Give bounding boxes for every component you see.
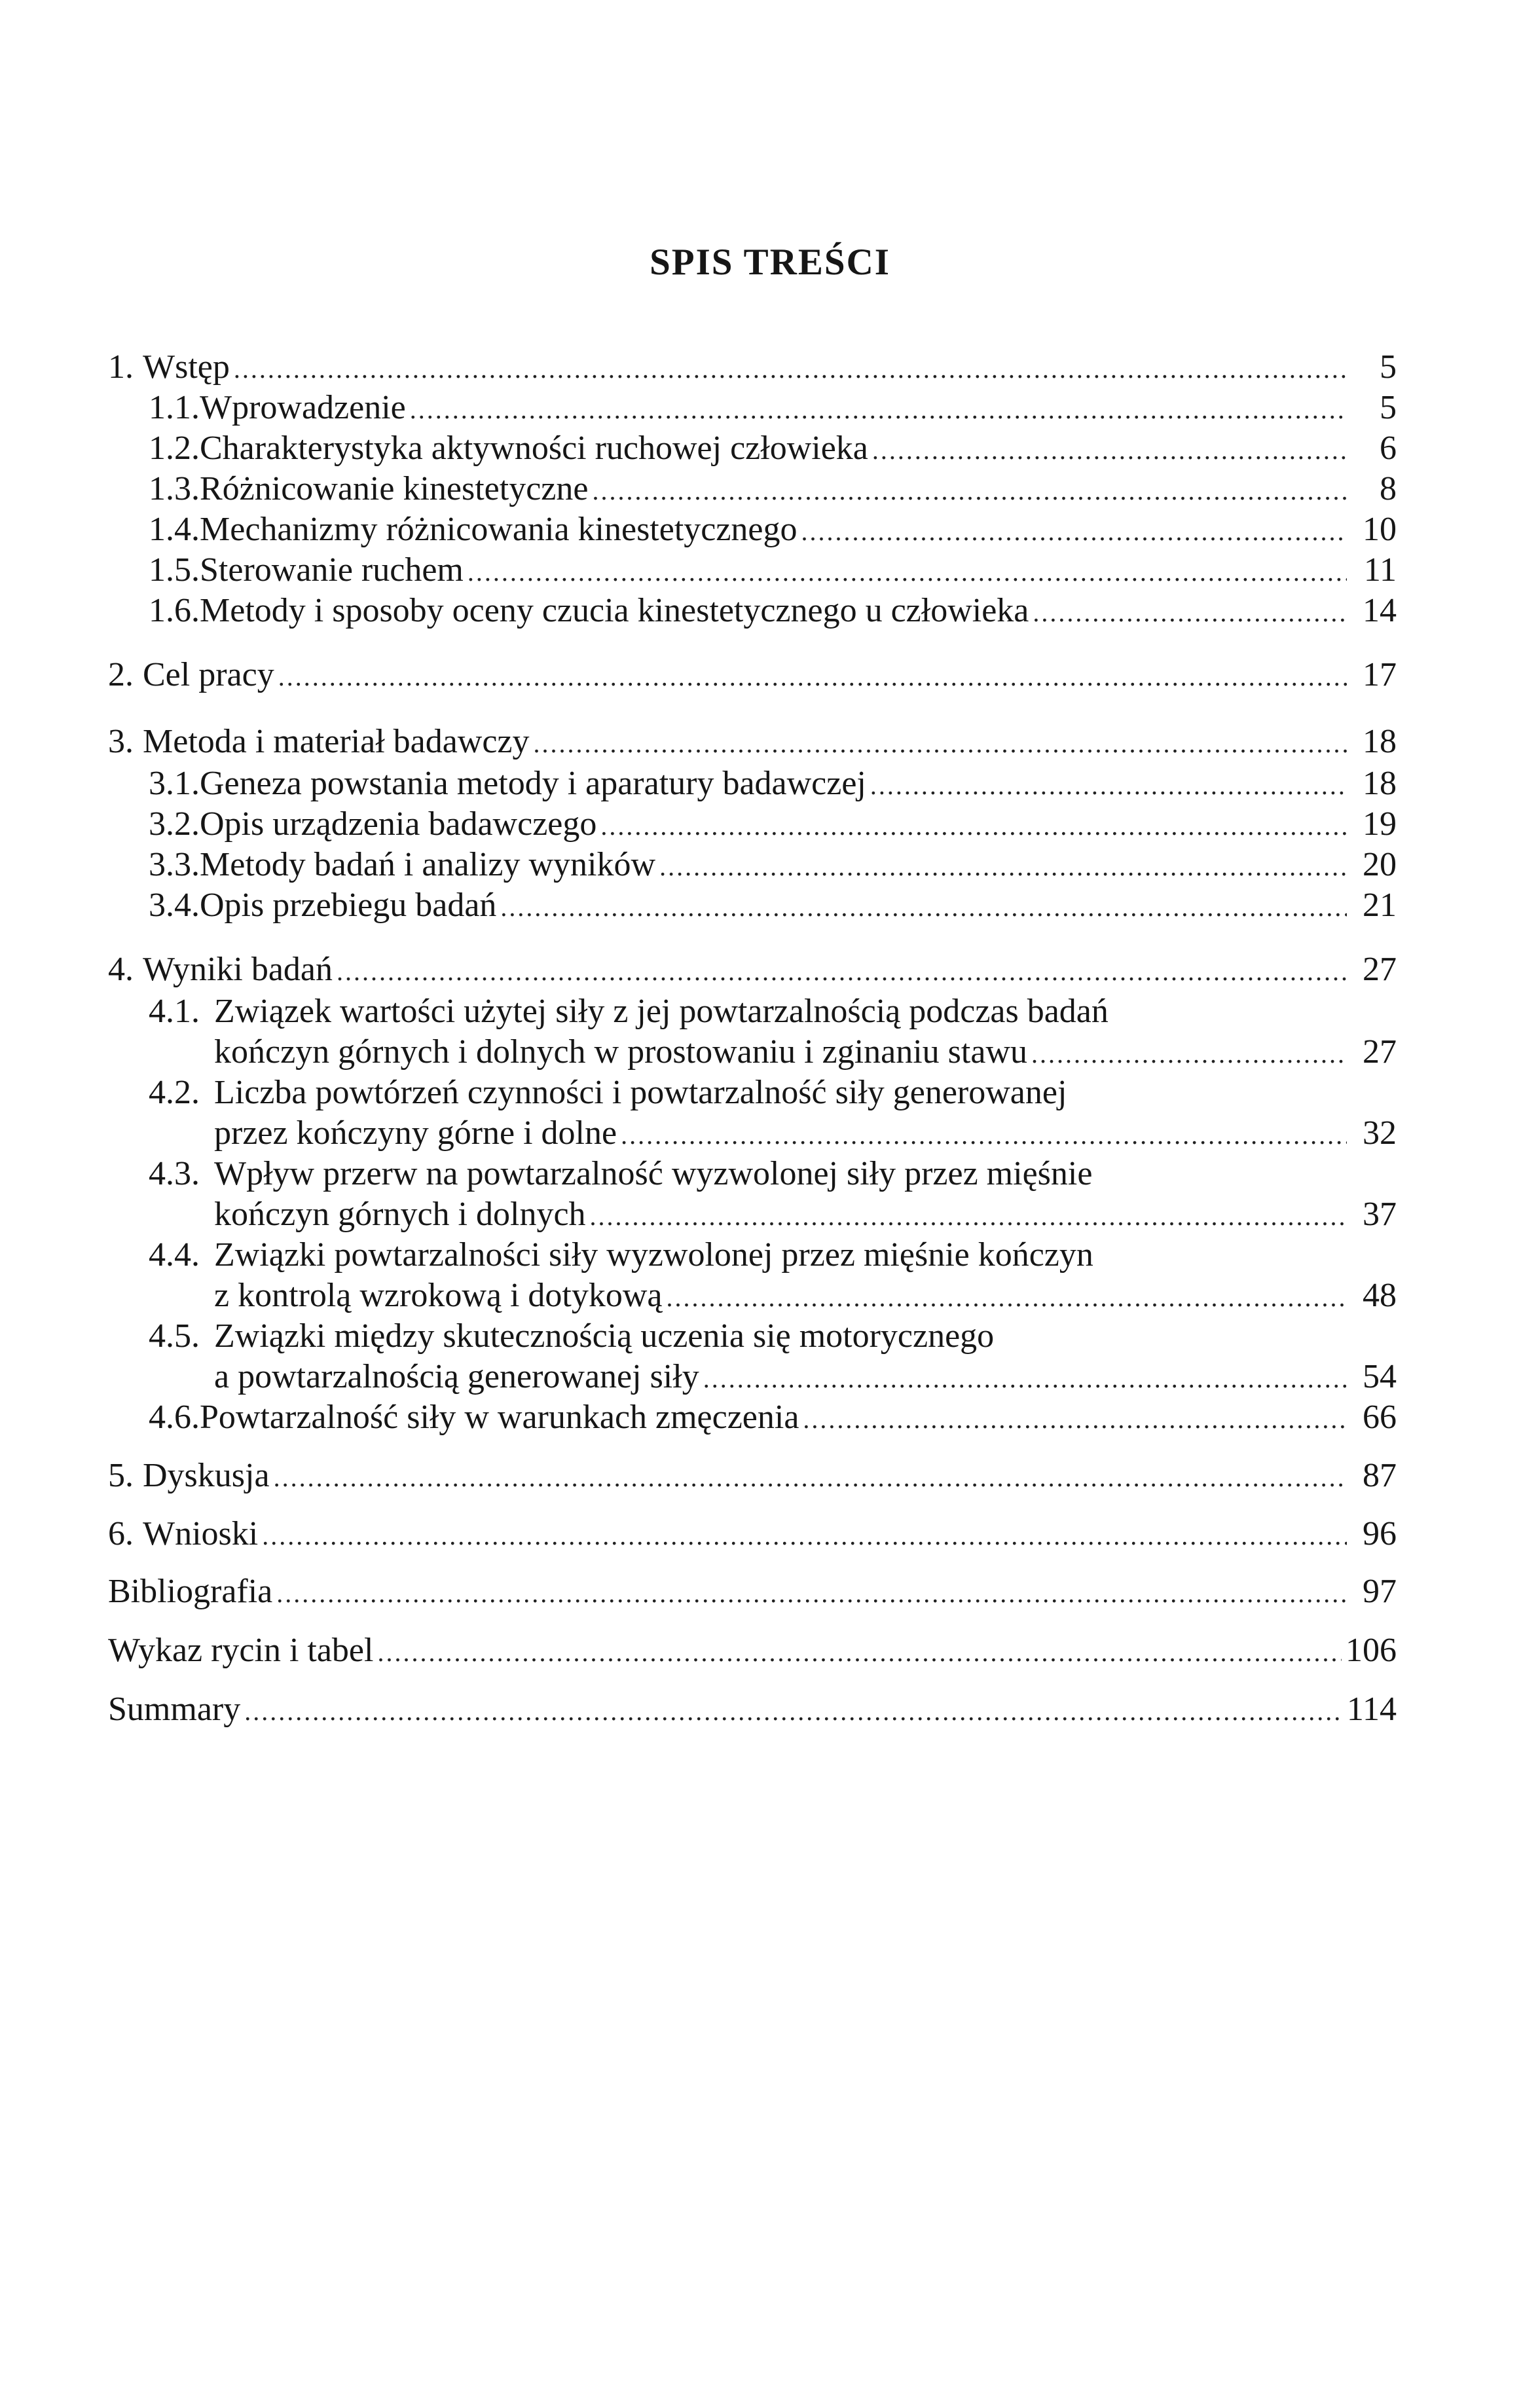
toc-entry-wykaz xyxy=(108,1630,1397,1671)
toc-number: 3.2. xyxy=(149,805,200,843)
dot-leader xyxy=(262,1514,1347,1554)
toc-label: kończyn górnych i dolnych w prostowaniu i zginaniu stawu xyxy=(214,1033,1027,1071)
toc-number: 1.6. xyxy=(149,592,200,629)
toc-label: Metoda i materiał badawczy xyxy=(143,723,530,760)
toc-number: 4.5. xyxy=(149,1317,200,1355)
toc-label: Powtarzalność siły w warunkach zmęczenia xyxy=(200,1399,799,1436)
toc-page-number: 21 xyxy=(1363,887,1397,924)
toc-label: kończyn górnych i dolnych xyxy=(214,1196,586,1233)
toc-entry-4-2-line2 xyxy=(214,1113,1397,1154)
dot-leader xyxy=(659,845,1347,885)
toc-page-number: 14 xyxy=(1363,592,1397,629)
toc-entry-4-6 xyxy=(149,1397,1397,1438)
toc-entry-3 xyxy=(108,722,1397,762)
toc-entry-6 xyxy=(108,1514,1397,1554)
toc-page-number: 114 xyxy=(1346,1691,1397,1728)
toc-entry-4-5-line1 xyxy=(149,1316,1397,1357)
toc-page-number: 17 xyxy=(1363,656,1397,693)
toc-page-number: 19 xyxy=(1363,805,1397,843)
dot-leader xyxy=(274,1456,1347,1496)
toc-entry-4-5-line2 xyxy=(214,1357,1397,1397)
toc-label: Związek wartości użytej siły z jej powtarzalnością podczas badań xyxy=(214,993,1109,1030)
toc-number: 4.3. xyxy=(149,1155,200,1192)
toc-label: przez kończyny górne i dolne xyxy=(214,1114,617,1152)
dot-leader xyxy=(870,763,1347,804)
toc-page-number: 6 xyxy=(1380,430,1397,467)
toc-number: 3. xyxy=(108,723,134,760)
toc-page-number: 54 xyxy=(1363,1358,1397,1395)
dot-leader xyxy=(592,469,1347,509)
toc-label: Summary xyxy=(108,1691,241,1728)
toc-entry-1-1 xyxy=(149,388,1397,428)
toc-number: 4.2. xyxy=(149,1074,200,1111)
dot-leader xyxy=(872,428,1347,469)
toc-number: 6. xyxy=(108,1515,134,1552)
toc-entry-4 xyxy=(108,949,1397,990)
toc-label: Dyskusja xyxy=(143,1457,270,1494)
dot-leader xyxy=(410,388,1347,428)
toc-page-number: 18 xyxy=(1363,723,1397,760)
toc-label: Różnicowanie kinestetyczne xyxy=(200,470,589,507)
toc-entry-1 xyxy=(108,347,1397,388)
toc-number: 2. xyxy=(108,656,134,693)
toc-page-number: 37 xyxy=(1363,1196,1397,1233)
dot-leader xyxy=(1031,1032,1347,1072)
toc-page-number: 66 xyxy=(1363,1399,1397,1436)
toc-entry-1-6 xyxy=(149,591,1397,631)
toc-page-number: 106 xyxy=(1346,1632,1397,1669)
toc-entry-4-2-line1 xyxy=(149,1072,1397,1113)
dot-leader xyxy=(377,1630,1342,1671)
toc-label: Cel pracy xyxy=(143,656,274,693)
toc-number: 5. xyxy=(108,1457,134,1494)
toc-number: 1.5. xyxy=(149,551,200,589)
toc-label: Opis urządzenia badawczego xyxy=(200,805,597,843)
dot-leader xyxy=(703,1357,1347,1397)
dot-leader xyxy=(276,1571,1347,1612)
toc-page-number: 10 xyxy=(1363,511,1397,548)
toc-page-number: 11 xyxy=(1363,551,1397,589)
toc-entry-1-3 xyxy=(149,469,1397,509)
toc-entry-summary xyxy=(108,1689,1397,1730)
toc-label: Wprowadzenie xyxy=(200,389,406,426)
dot-leader xyxy=(1033,591,1347,631)
toc-page-number: 96 xyxy=(1363,1515,1397,1552)
dot-leader xyxy=(803,1397,1347,1438)
toc-page-number: 18 xyxy=(1363,765,1397,802)
toc-entry-4-4-line1 xyxy=(149,1235,1397,1275)
toc-label: Związki powtarzalności siły wyzwolonej przez mięśnie kończyn xyxy=(214,1236,1093,1274)
toc-label: Wstęp xyxy=(143,348,230,386)
toc-number: 1.4. xyxy=(149,511,200,548)
dot-leader xyxy=(534,722,1347,762)
dot-leader xyxy=(278,655,1347,695)
toc-entry-5 xyxy=(108,1456,1397,1496)
toc-label: a powtarzalnością generowanej siły xyxy=(214,1358,699,1395)
toc-number: 1. xyxy=(108,348,134,386)
toc-label: z kontrolą wzrokową i dotykową xyxy=(214,1277,663,1314)
toc-entry-bibliografia xyxy=(108,1571,1397,1612)
dot-leader xyxy=(621,1113,1347,1154)
toc-entry-4-3-line2 xyxy=(214,1194,1397,1235)
toc-entry-3-3 xyxy=(149,845,1397,885)
toc-label: Opis przebiegu badań xyxy=(200,887,497,924)
toc-page-number: 97 xyxy=(1363,1573,1397,1610)
toc-entry-1-2 xyxy=(149,428,1397,469)
toc-label: Liczba powtórzeń czynności i powtarzalność siły generowanej xyxy=(214,1074,1067,1111)
toc-page-number: 5 xyxy=(1380,389,1397,426)
toc-number: 4. xyxy=(108,951,134,988)
toc-entry-3-4 xyxy=(149,885,1397,926)
toc-label: Metody i sposoby oceny czucia kinestetycznego u człowieka xyxy=(200,592,1029,629)
dot-leader xyxy=(244,1689,1343,1730)
toc-entry-1-4 xyxy=(149,509,1397,550)
toc-label: Charakterystyka aktywności ruchowej człowieka xyxy=(200,430,868,467)
toc-label: Sterowanie ruchem xyxy=(200,551,464,589)
toc-page-number: 27 xyxy=(1363,951,1397,988)
toc-page-number: 8 xyxy=(1380,470,1397,507)
dot-leader xyxy=(500,885,1347,926)
dot-leader xyxy=(666,1275,1347,1316)
toc-label: Wpływ przerw na powtarzalność wyzwolonej siły przez mięśnie xyxy=(214,1155,1093,1192)
toc-label: Wykaz rycin i tabel xyxy=(108,1632,374,1669)
toc-label: Związki między skutecznością uczenia się motorycznego xyxy=(214,1317,995,1355)
toc-entry-3-1 xyxy=(149,763,1397,804)
dot-leader xyxy=(801,509,1347,550)
toc-entry-2 xyxy=(108,655,1397,695)
toc-number: 4.4. xyxy=(149,1236,200,1274)
toc-page-number: 5 xyxy=(1380,348,1397,386)
toc-entry-4-3-line1 xyxy=(149,1154,1397,1194)
toc-number: 3.4. xyxy=(149,887,200,924)
toc-page-number: 87 xyxy=(1363,1457,1397,1494)
page-title: SPIS TREŚCI xyxy=(650,242,890,283)
toc-number: 1.3. xyxy=(149,470,200,507)
toc-label: Mechanizmy różnicowania kinestetycznego xyxy=(200,511,798,548)
toc-label: Bibliografia xyxy=(108,1573,273,1610)
dot-leader xyxy=(234,347,1347,388)
toc-number: 1.1. xyxy=(149,389,200,426)
toc-number: 1.2. xyxy=(149,430,200,467)
toc-number: 4.1. xyxy=(149,993,200,1030)
toc-entry-1-5 xyxy=(149,550,1397,591)
toc-page-number: 27 xyxy=(1363,1033,1397,1071)
dot-leader xyxy=(590,1194,1347,1235)
toc-page-number: 48 xyxy=(1363,1277,1397,1314)
toc-entry-4-1-line1 xyxy=(149,991,1397,1032)
toc-entry-4-4-line2 xyxy=(214,1275,1397,1316)
dot-leader xyxy=(468,550,1347,591)
toc-number: 3.3. xyxy=(149,846,200,883)
toc-number: 4.6. xyxy=(149,1399,200,1436)
dot-leader xyxy=(600,804,1347,845)
toc-entry-4-1-line2 xyxy=(214,1032,1397,1072)
toc-label: Metody badań i analizy wyników xyxy=(200,846,656,883)
toc-label: Wyniki badań xyxy=(143,951,333,988)
toc-number: 3.1. xyxy=(149,765,200,802)
toc-page-number: 32 xyxy=(1363,1114,1397,1152)
toc-label: Wnioski xyxy=(143,1515,259,1552)
toc-label: Geneza powstania metody i aparatury badawczej xyxy=(200,765,866,802)
toc-page-number: 20 xyxy=(1363,846,1397,883)
dot-leader xyxy=(337,949,1347,990)
toc-entry-3-2 xyxy=(149,804,1397,845)
